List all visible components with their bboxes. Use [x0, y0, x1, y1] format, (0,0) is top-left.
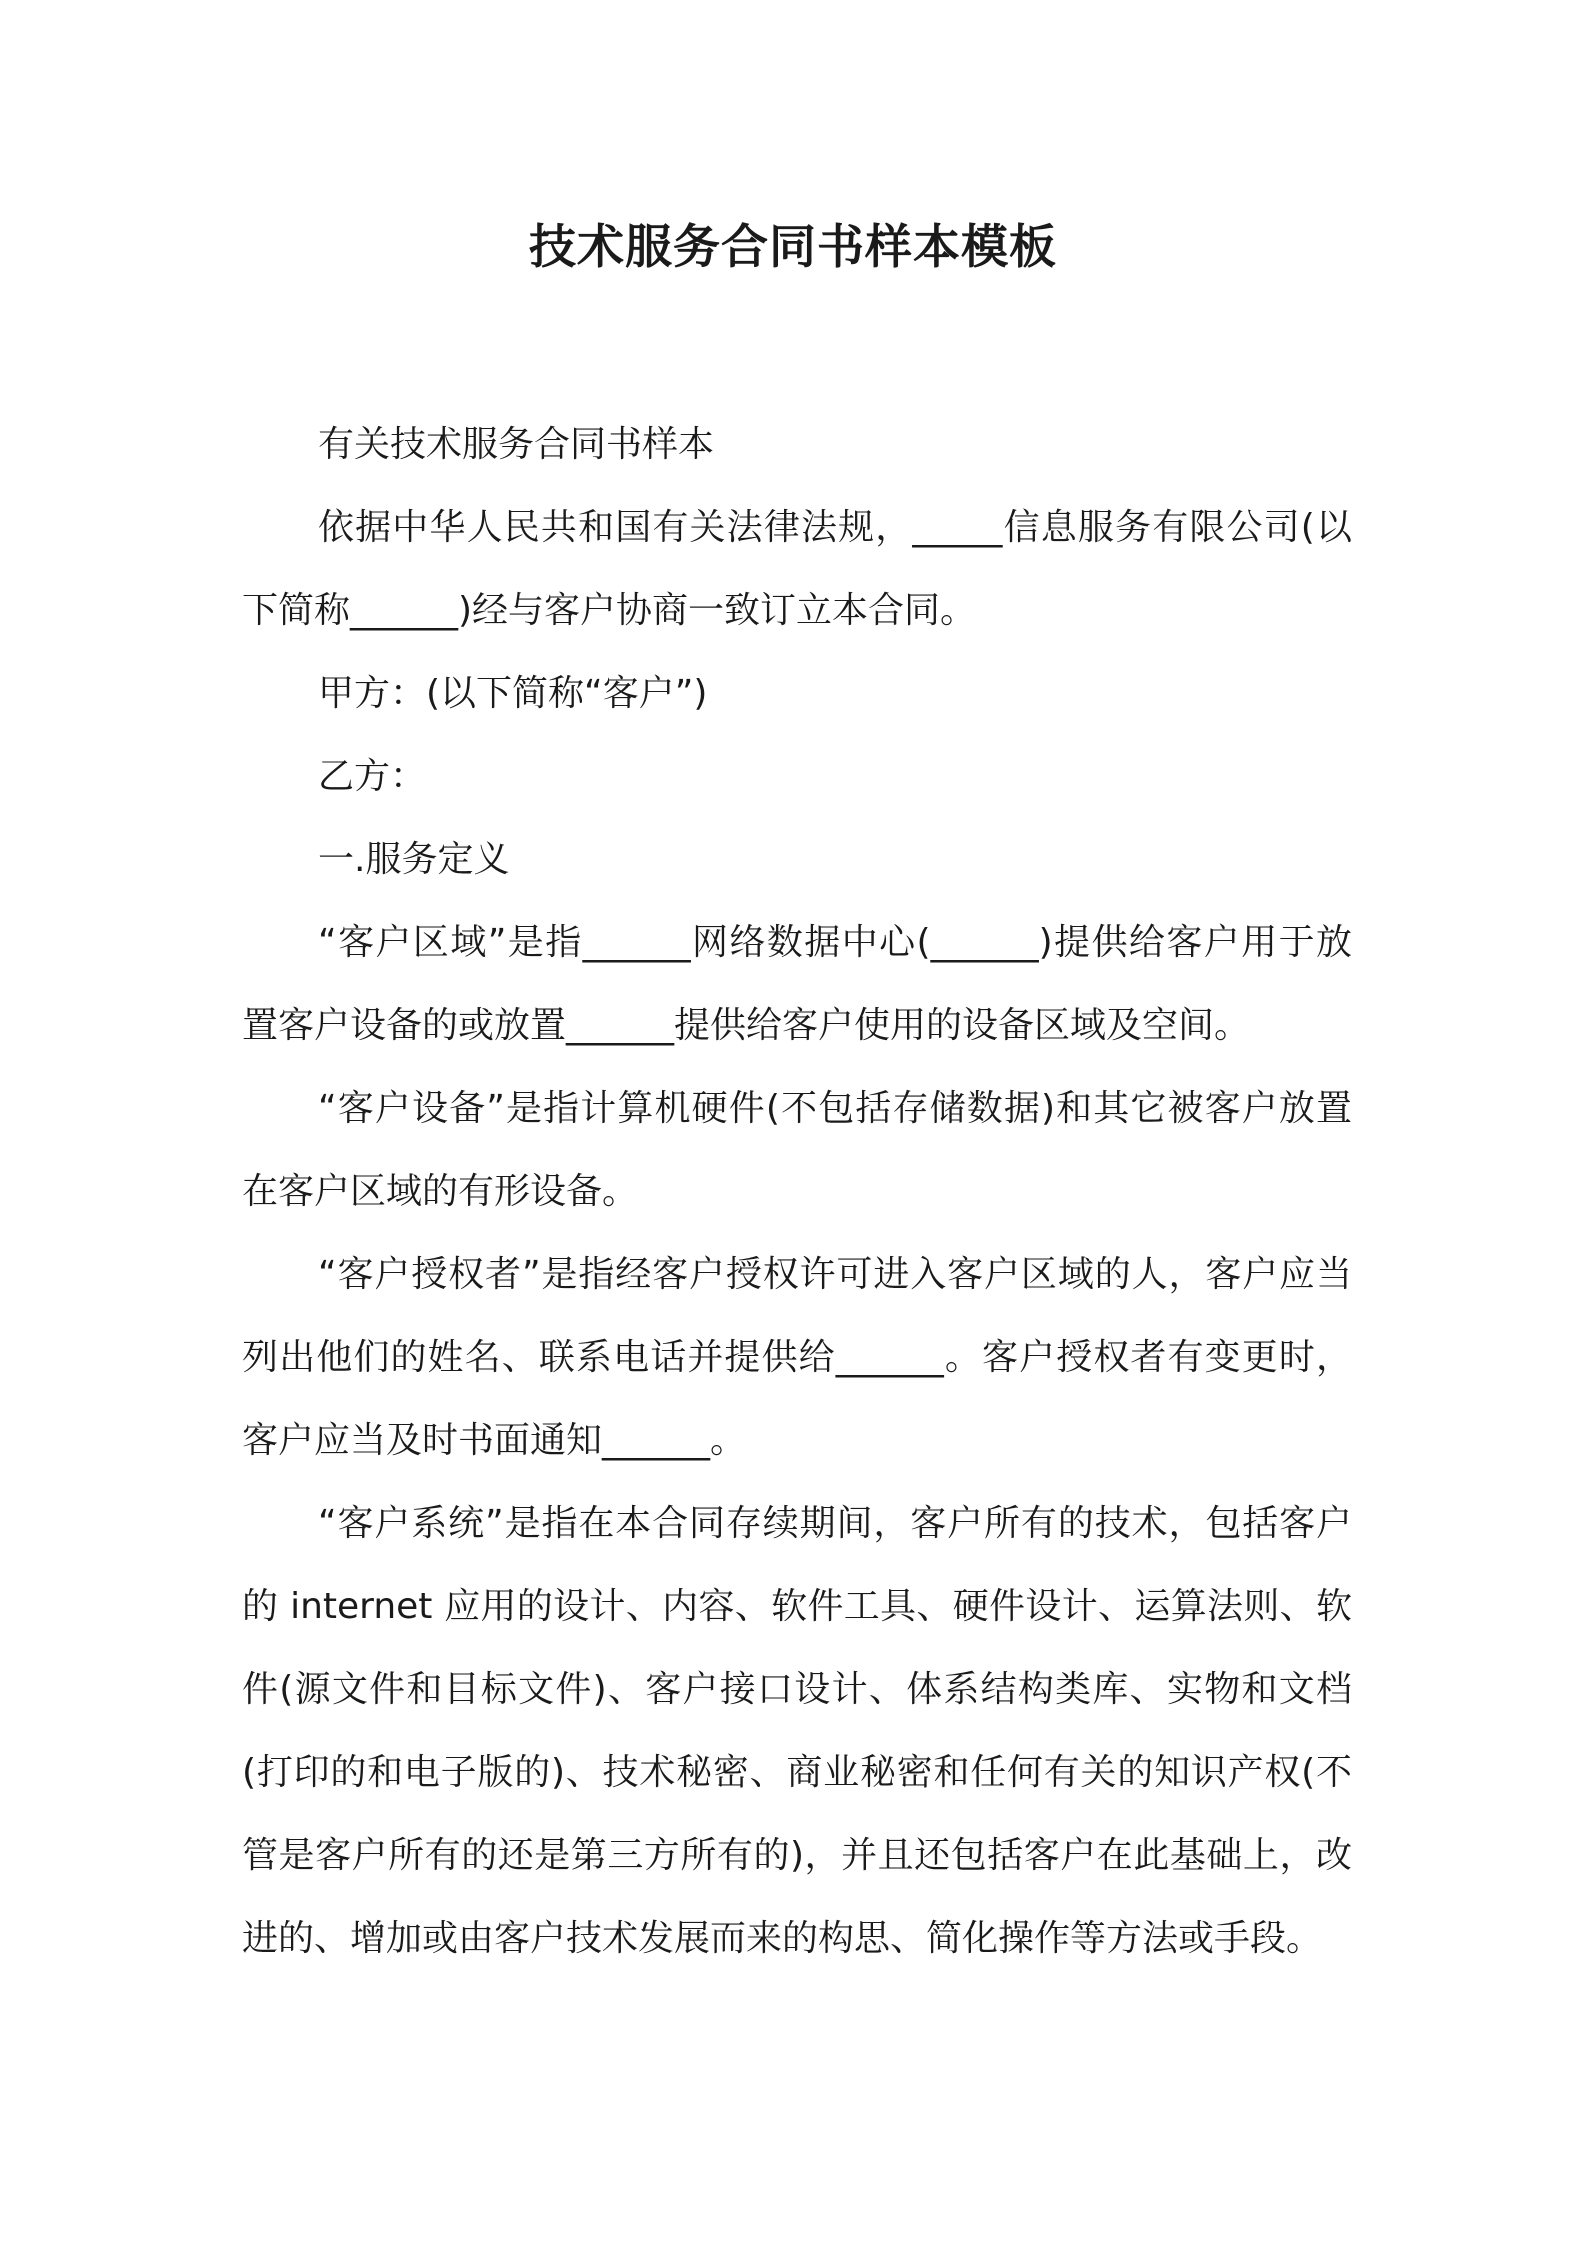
paragraph-customer-system: “客户系统”是指在本合同存续期间，客户所有的技术，包括客户的 internet 应用的设计、内容、软件工具、硬件设计、运算法则、软件(源文件和目标文件)、客户接口设计、体系结构类库、实物和文档(打印的和电子版的)、技术秘密、商业秘密和任何有关的知识产权(不管是客户所有的还是第三方所有的)，并且还包括客户在此基础上，改进的、增加或由客户技术发展而来的构思、简化操作等方法或手段。: [242, 1503, 1352, 1959]
section-heading-definitions: 一.服务定义: [318, 839, 510, 880]
document-body: [242, 403, 1352, 1980]
paragraph-party-b: 乙方：: [318, 756, 427, 797]
document-title: 技术服务合同书样本模板: [529, 220, 1057, 275]
paragraph-customer-area: “客户区域”是指______网络数据中心(______)提供给客户用于放置客户设备的或放置______提供给客户使用的设备区域及空间。: [242, 922, 1352, 1046]
paragraph-party-a: 甲方：(以下简称“客户”): [318, 673, 708, 714]
paragraph-preamble: 依据中华人民共和国有关法律法规，_____信息服务有限公司(以下简称______)经与客户协商一致订立本合同。: [242, 507, 1352, 631]
paragraph-customer-authorized: “客户授权者”是指经客户授权许可进入客户区域的人，客户应当列出他们的姓名、联系电话并提供给______。客户授权者有变更时，客户应当及时书面通知______。: [242, 1254, 1352, 1461]
paragraph-customer-equipment: “客户设备”是指计算机硬件(不包括存储数据)和其它被客户放置在客户区域的有形设备。: [242, 1088, 1352, 1212]
paragraph-heading: 有关技术服务合同书样本: [318, 424, 715, 465]
